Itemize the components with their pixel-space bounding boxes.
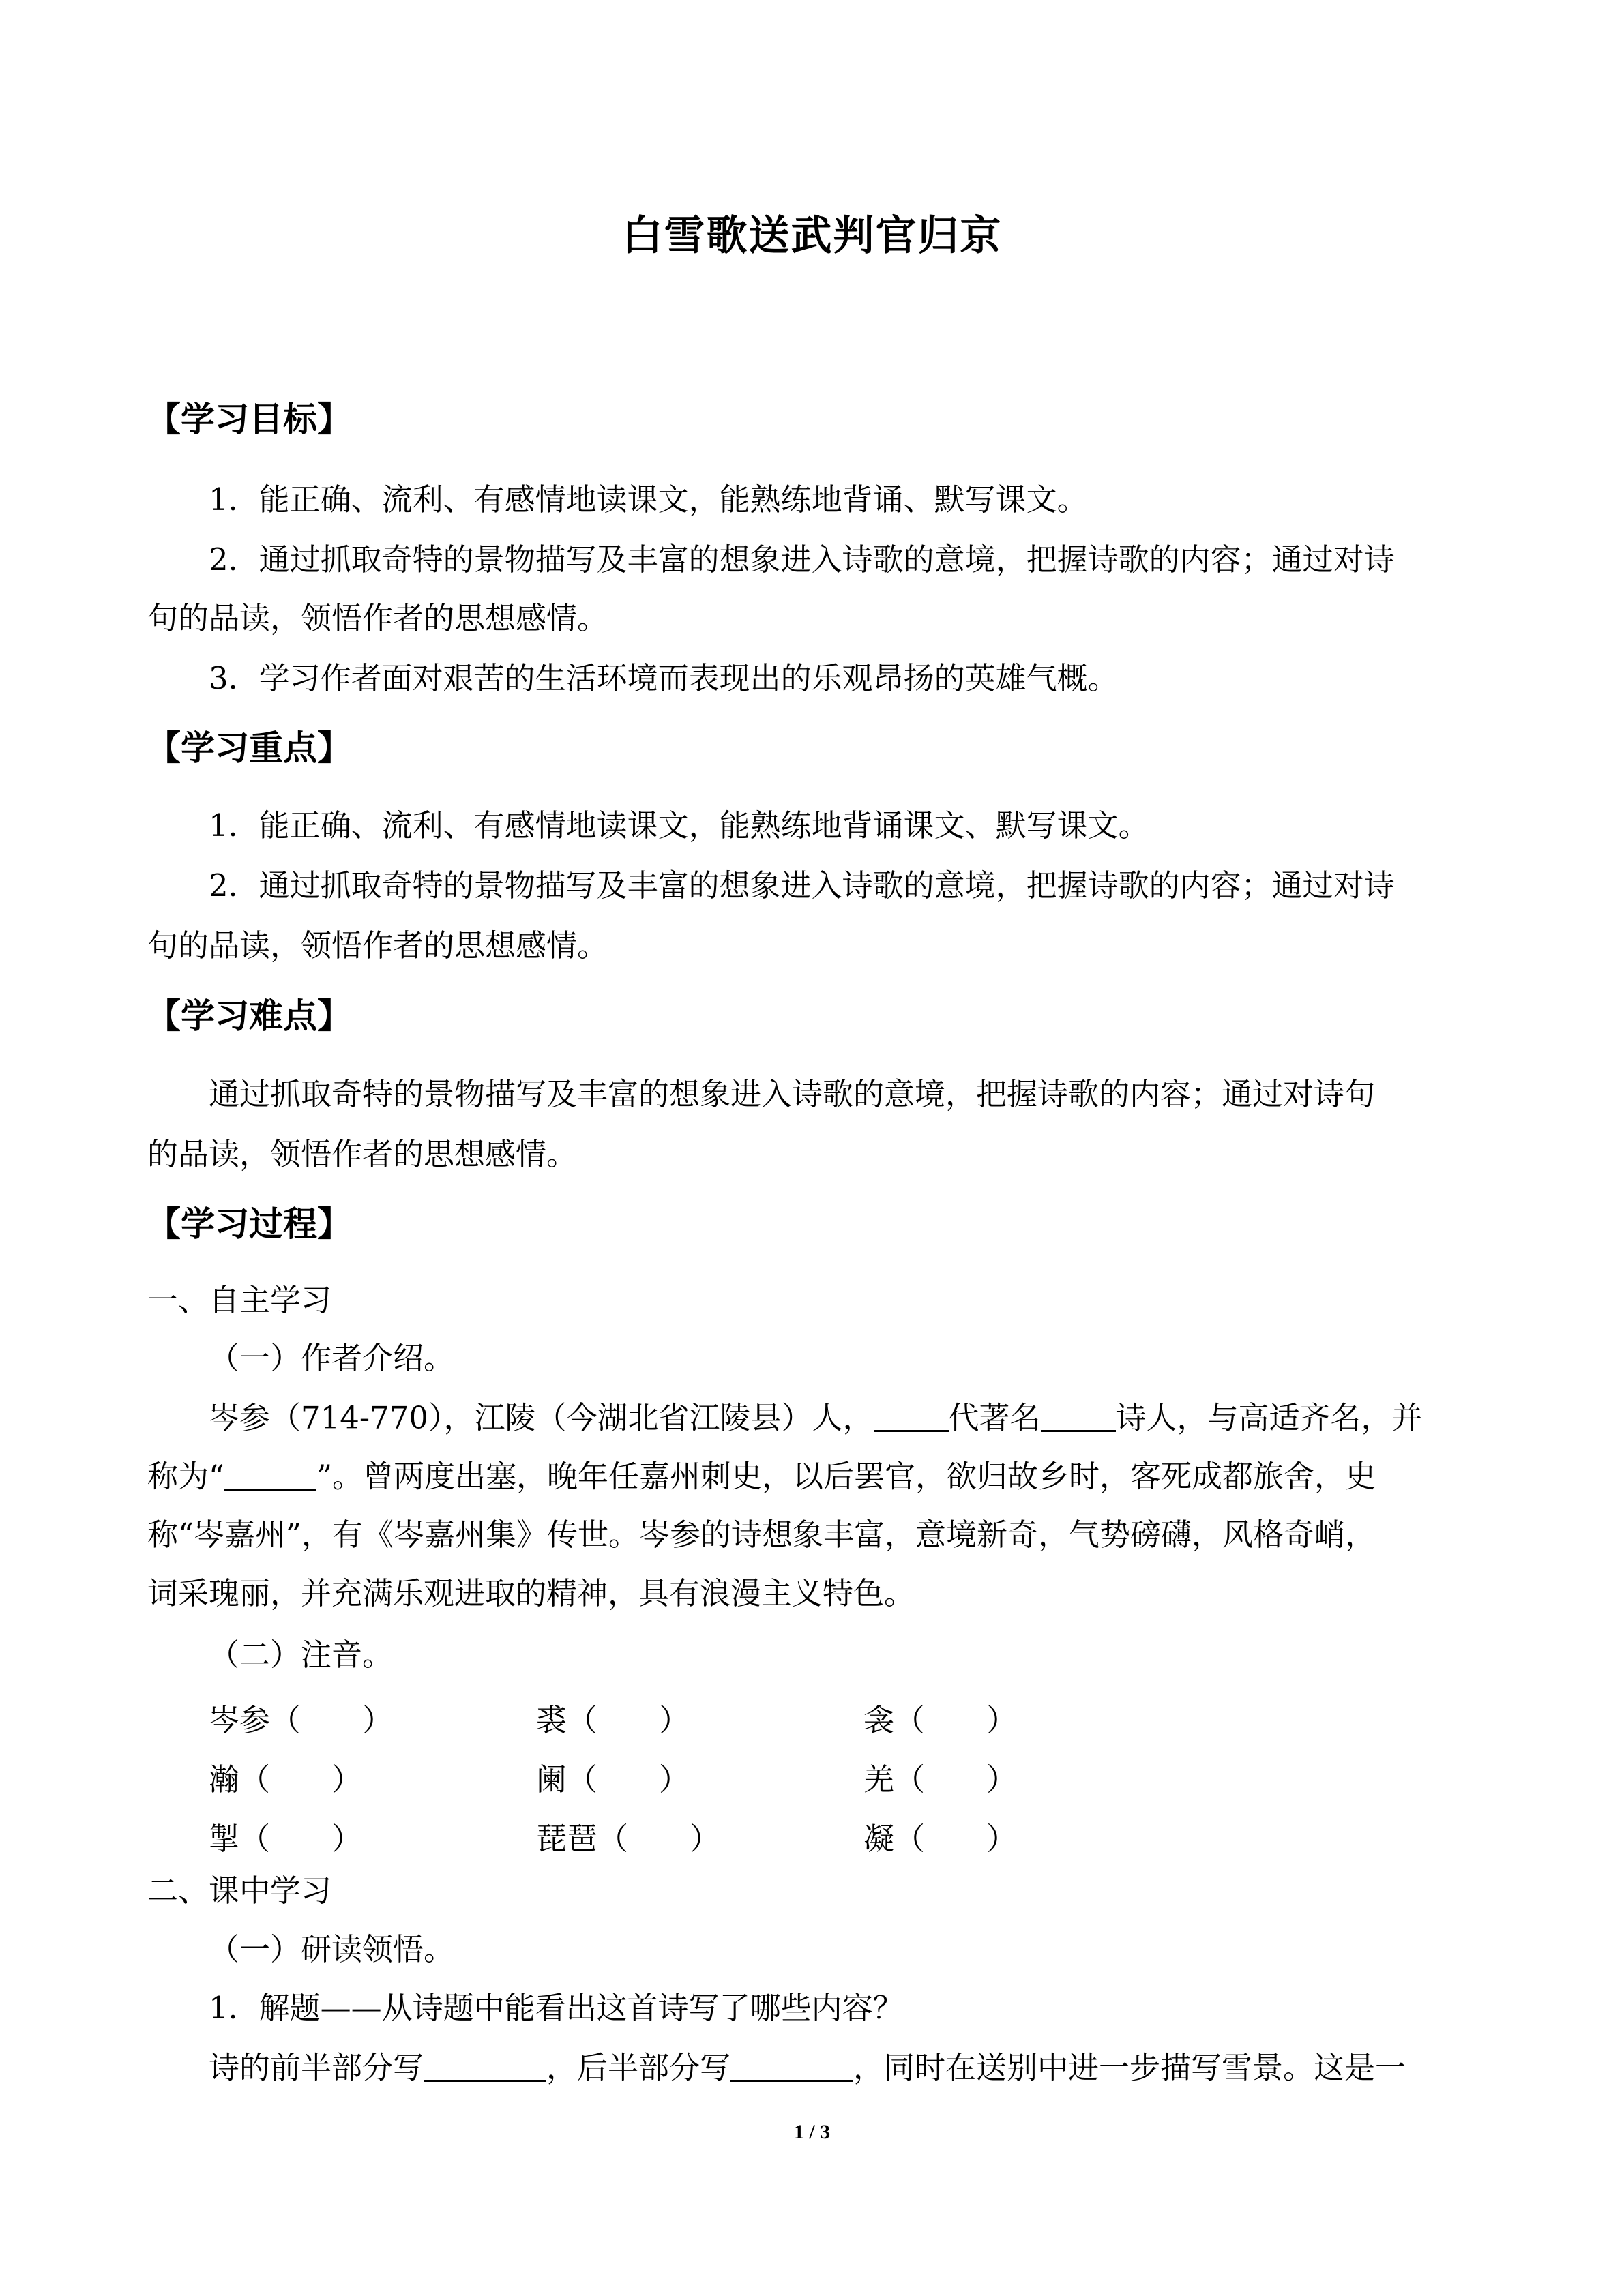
question-1: 1．解题——从诗题中能看出这首诗写了哪些内容？ (209, 1990, 904, 2026)
pinyin-item: 羌（ ） (863, 1761, 1018, 1798)
heading-key-points: 【学习重点】 (147, 728, 351, 768)
difficulty-line-2: 的品读，领悟作者的思想感情。 (147, 1136, 578, 1172)
pinyin-item: 掣（ ） (209, 1821, 363, 1857)
bio-line-1 (209, 1399, 1423, 1437)
goal-line-1: 1．能正确、流利、有感情地读课文，能熟练地背诵、默写课文。 (209, 481, 1088, 518)
subsection-author-intro: （一）作者介绍。 (209, 1340, 455, 1376)
bio-line-4: 词采瑰丽，并充满乐观进取的精神，具有浪漫主义特色。 (147, 1575, 915, 1611)
blank-title-with-gaoshi[interactable] (224, 1458, 316, 1491)
key-point-line-3: 句的品读，领悟作者的思想感情。 (147, 927, 608, 964)
bio-line-2 (147, 1458, 1376, 1495)
blank-first-half[interactable] (424, 2049, 546, 2082)
heading-learning-goals: 【学习目标】 (147, 400, 351, 439)
section-self-study: 一、自主学习 (147, 1282, 332, 1318)
subsection-study-insight: （一）研读领悟。 (209, 1931, 455, 1967)
key-point-line-2: 2．通过抓取奇特的景物描写及丰富的想象进入诗歌的意境，把握诗歌的内容；通过对诗 (209, 867, 1395, 904)
difficulty-line-1: 通过抓取奇特的景物描写及丰富的想象进入诗歌的意境，把握诗歌的内容；通过对诗句 (209, 1076, 1376, 1112)
bio-line-3: 称“岑嘉州”，有《岑嘉州集》传世。岑参的诗想象丰富，意境新奇，气势磅礴，风格奇峭， (147, 1517, 1376, 1553)
goal-line-3: 句的品读，领悟作者的思想感情。 (147, 600, 608, 636)
question-1-answer-line (209, 2049, 1406, 2087)
subsection-pinyin: （二）注音。 (209, 1637, 394, 1673)
blank-dynasty[interactable] (874, 1399, 949, 1432)
pinyin-item: 衾（ ） (863, 1702, 1018, 1738)
page-title: 白雪歌送武判官归京 (621, 212, 1003, 260)
pinyin-item: 裘（ ） (536, 1702, 690, 1738)
goal-line-2: 2．通过抓取奇特的景物描写及丰富的想象进入诗歌的意境，把握诗歌的内容；通过对诗 (209, 541, 1395, 578)
pinyin-item: 凝（ ） (863, 1821, 1018, 1857)
bio-text-1a: 岑参（714-770），江陵（今湖北省江陵县）人， (209, 1399, 874, 1436)
answer-text-a: 诗的前半部分写 (209, 2049, 424, 2086)
pinyin-item: 阑（ ） (536, 1761, 690, 1798)
page-number: 1 / 3 (793, 2121, 831, 2143)
blank-poem-type[interactable] (1041, 1399, 1116, 1432)
blank-second-half[interactable] (730, 2049, 853, 2082)
pinyin-item: 岑参（ ） (209, 1702, 394, 1738)
bio-text-2a: 称为“ (147, 1458, 225, 1495)
answer-text-b: ，后半部分写 (546, 2049, 731, 2086)
section-in-class-study: 二、课中学习 (147, 1873, 332, 1909)
bio-text-1b: 代著名 (948, 1399, 1041, 1436)
bio-text-1c: 诗人，与高适齐名，并 (1115, 1399, 1423, 1436)
answer-text-c: ，同时在送别中进一步描写雪景。这是一 (853, 2049, 1406, 2086)
key-point-line-1: 1．能正确、流利、有感情地读课文，能熟练地背诵课文、默写课文。 (209, 807, 1149, 844)
heading-difficulties: 【学习难点】 (147, 996, 351, 1036)
pinyin-item: 瀚（ ） (209, 1761, 363, 1798)
bio-text-2b: ”。曾两度出塞，晚年任嘉州刺史，以后罢官，欲归故乡时，客死成都旅舍，史 (316, 1458, 1376, 1495)
goal-line-4: 3．学习作者面对艰苦的生活环境而表现出的乐观昂扬的英雄气概。 (209, 660, 1119, 696)
heading-learning-process: 【学习过程】 (147, 1204, 351, 1244)
pinyin-item: 琵琶（ ） (536, 1821, 721, 1857)
